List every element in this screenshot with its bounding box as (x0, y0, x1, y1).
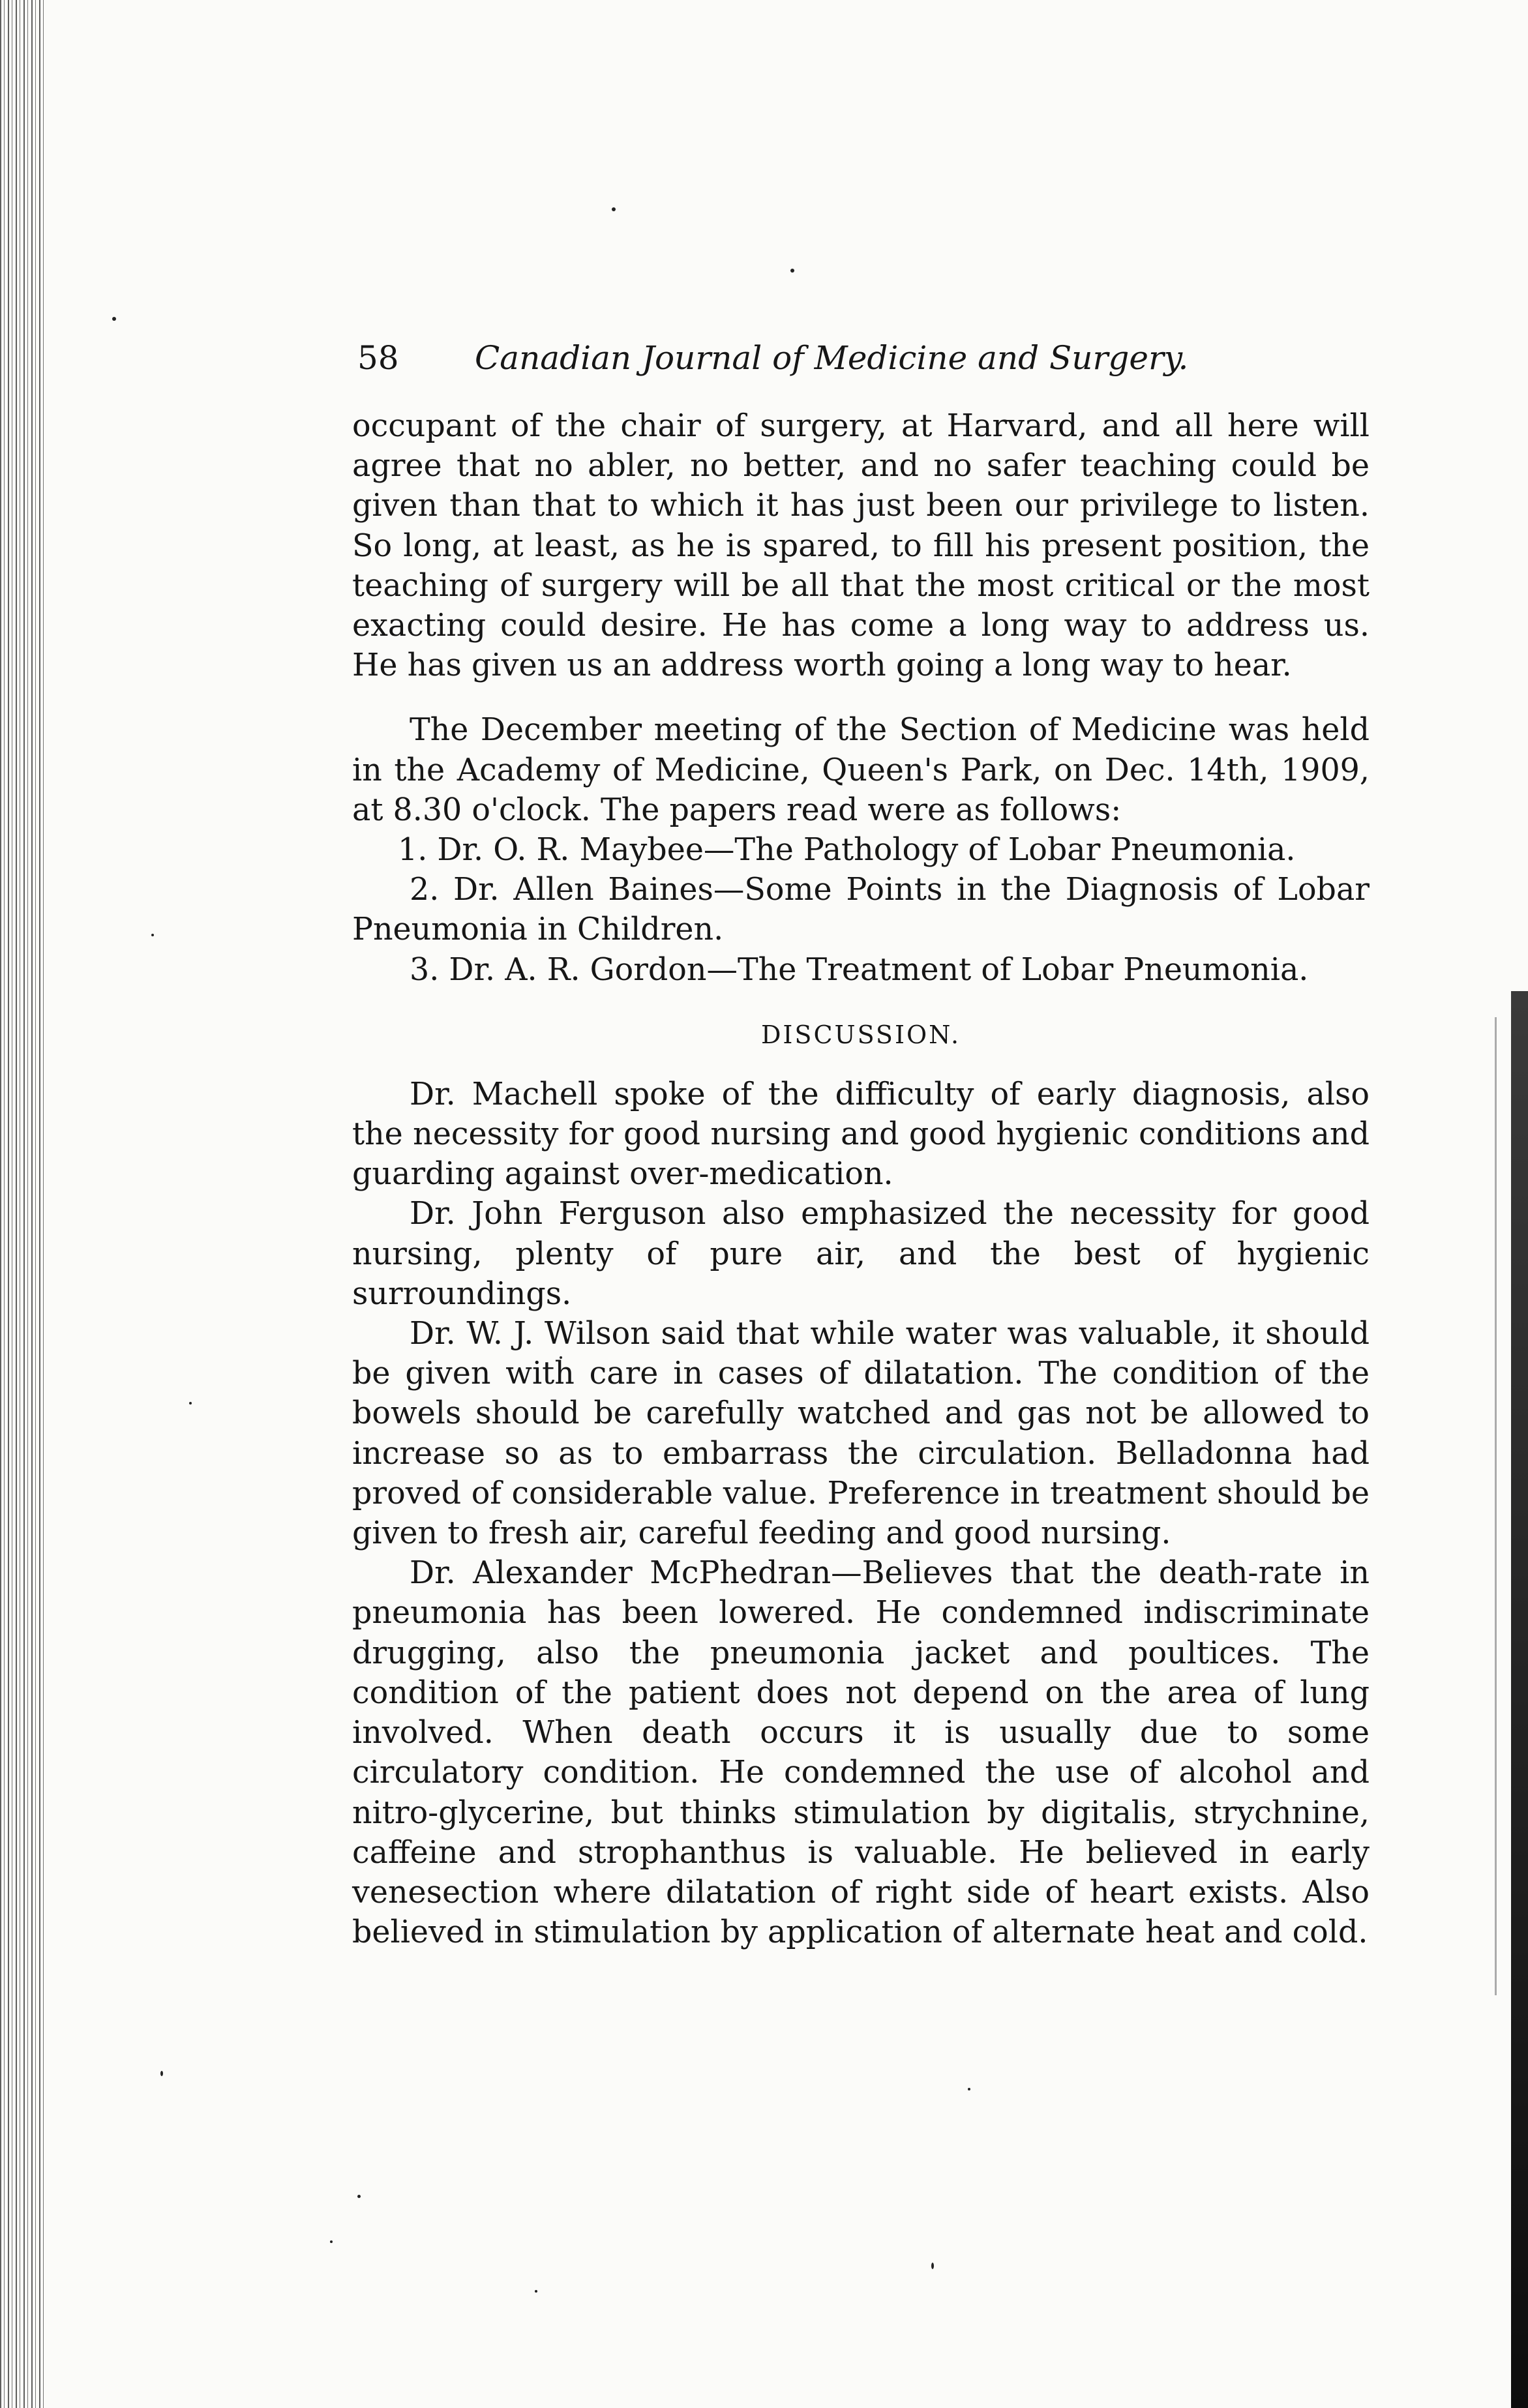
paragraph-wilson: Dr. W. J. Wilson said that while water was valuable, it should be given with care in cases of dilatation. The condition of the bowels should be carefully watched and gas not be allowed to increase so as to embarrass the circulation. Belladonna had proved of considerable value. Preference in treatment should be given to fresh air, careful feeding and good nursing. (352, 1316, 1370, 1552)
paper-list-item-1: 1. Dr. O. R. Maybee—The Pathology of Lobar Pneumonia. (398, 832, 1296, 869)
scan-speck (160, 2071, 163, 2076)
journal-title: Canadian Journal of Medicine and Surgery. (475, 339, 1189, 377)
scan-speck (357, 2195, 361, 2198)
scan-speck (535, 2290, 537, 2293)
section-heading-discussion: DISCUSSION. (760, 1020, 961, 1049)
page-edge-line (1495, 1017, 1497, 1995)
scan-speck (968, 2088, 970, 2090)
scan-speck (790, 269, 794, 273)
scan-speck (612, 207, 616, 211)
scan-speck (112, 317, 116, 321)
page-edge-shadow (1511, 991, 1528, 2408)
paragraph-intro: occupant of the chair of surgery, at Harvard, and all here will agree that no abler, no better, and no safer teaching could be given than that to which it has just been our privilege to listen. So long, at least, as he is spared, to fill his present position, the teaching of surgery will be all that the most critical or the most exacting could desire. He has come a long way to address us. He has given us an address worth going a long way to hear. (352, 408, 1370, 684)
paragraph-meeting: The December meeting of the Section of Medicine was held in the Academy of Medicine, Queen's Park, on Dec. 14th, 1909, at 8.30 o'clock. The papers read were as follows: (352, 712, 1370, 828)
binding-edge-shadow (0, 0, 46, 2408)
paragraph-ferguson: Dr. John Ferguson also emphasized the necessity for good nursing, plenty of pure air, and the best of hygienic surroundings. (352, 1196, 1370, 1312)
scan-speck (931, 2263, 934, 2269)
running-head (352, 339, 1370, 401)
paper-list-item-2: 2. Dr. Allen Baines—Some Points in the Diagnosis of Lobar Pneumonia in Children. (352, 872, 1370, 948)
page-number: 58 (357, 339, 399, 377)
paragraph-mcphedran: Dr. Alexander McPhedran—Believes that the death-rate in pneumonia has been lowered. He condemned indiscriminate drugging, also the pneumonia jacket and poultices. The condition of the patient does not depend on the area of lung involved. When death occurs it is usually due to some circulatory condition. He condemned the use of alcohol and nitro-glycerine, but thinks stimulation by digitalis, strychnine, caffeine and strophanthus is valuable. He believed in early venesection where dilatation of right side of heart exists. Also believed in stimulation by application of alternate heat and cold. (352, 1555, 1370, 1951)
paragraph-machell: Dr. Machell spoke of the difficulty of early diagnosis, also the necessity for good nursing and good hygienic conditions and guarding against over-medication. (352, 1076, 1370, 1193)
scan-speck (151, 934, 154, 936)
paper-list-item-3: 3. Dr. A. R. Gordon—The Treatment of Lobar Pneumonia. (410, 951, 1309, 988)
scan-speck (330, 2240, 333, 2243)
scan-speck (189, 1402, 192, 1405)
text-column (352, 339, 1370, 1952)
